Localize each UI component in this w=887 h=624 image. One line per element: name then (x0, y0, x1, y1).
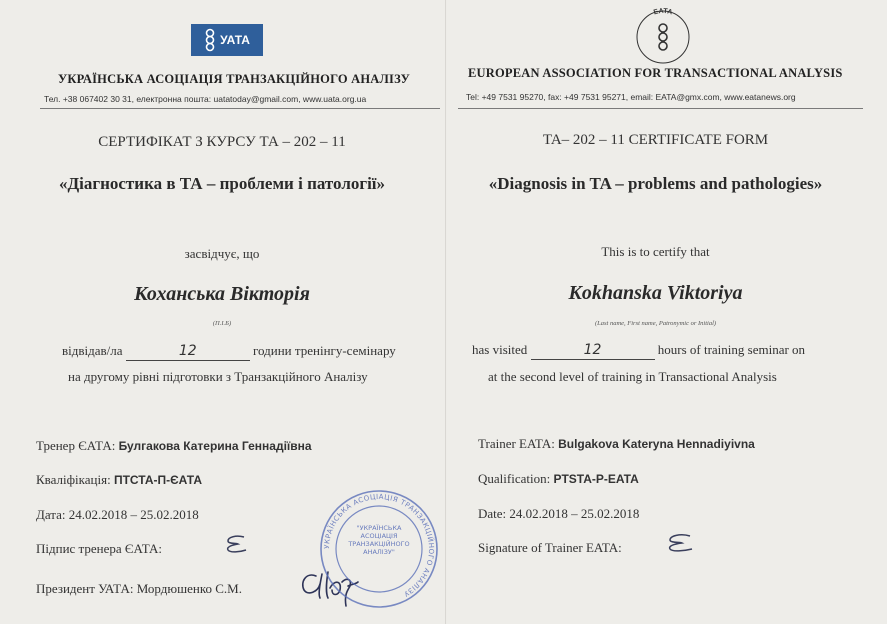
certify-text: засвідчує, що (184, 246, 260, 261)
qualification-value-en: PTSTA-P-EATA (553, 472, 639, 486)
trainer-value: Булгакова Катерина Геннадіївна (118, 439, 312, 453)
certificate-title: СЕРТИФІКАТ З КУРСУ ТА – 202 – 11 (98, 134, 346, 150)
header-rule (40, 108, 440, 109)
trainer-label-en: Trainer EATA: (478, 436, 555, 451)
president-line: Президент УАТА: Мордюшенко С.М. (36, 581, 242, 596)
date-label: Дата: (36, 507, 66, 522)
uata-chain-icon (204, 28, 216, 52)
stamp-inner-text: "УКРАЇНСЬКА АСОЦІАЦІЯ ТРАНЗАКЦІЙНОГО АНАЛІЗУ" (348, 524, 410, 556)
qualification-value: ПТСТА-П-ЄАТА (113, 473, 202, 487)
visited-suffix: години тренінгу-семінару (253, 343, 396, 358)
uata-logo-text: УАТА (220, 33, 250, 47)
date-row-en (478, 506, 639, 522)
name-hint-en: (Last name, First name, Patronymic or Initial) (594, 320, 717, 327)
eata-logo-text: EATA (652, 8, 674, 17)
header-rule-right (458, 108, 863, 109)
date-row (36, 507, 199, 523)
signature-label-en: Signature of Trainer EATA: (478, 540, 622, 555)
svg-text:EATA (653, 8, 673, 16)
visited-line (62, 343, 396, 361)
trainer-row (36, 438, 312, 454)
page-fold (445, 0, 447, 624)
date-label-en: Date: (478, 506, 507, 521)
training-level-en: at the second level of training in Transactional Analysis (488, 369, 777, 384)
qualification-row-en (478, 471, 639, 487)
visited-prefix-en: has visited (472, 342, 528, 357)
trainer-value-en: Bulgakova Kateryna Hennadiyivna (558, 437, 755, 451)
trainer-signature (222, 533, 250, 555)
hours-field: 12 (126, 344, 250, 361)
uata-logo (191, 24, 263, 56)
eata-org-name: EUROPEAN ASSOCIATION FOR TRANSACTIONAL ANALYSIS (468, 66, 843, 80)
visited-suffix-en: hours of training seminar on (657, 342, 806, 357)
visited-line-en (472, 342, 805, 360)
date-value: 24.02.2018 – 25.02.2018 (68, 507, 199, 522)
qualification-label: Кваліфікація: (36, 472, 111, 487)
visited-prefix: відвідав/ла (62, 343, 123, 358)
date-value-en: 24.02.2018 – 25.02.2018 (509, 506, 640, 521)
certificate-title-en: TA– 202 – 11 CERTIFICATE FORM (542, 132, 769, 148)
eata-logo (630, 8, 696, 66)
participant-name: Коханська Вікторія (134, 283, 310, 305)
uata-contact: Тел. +38 067402 30 31, електронна пошта: uatatoday@gmail.com, www.uata.org.ua (44, 94, 367, 104)
qualification-row (36, 472, 202, 488)
association-stamp (318, 488, 440, 610)
certify-text-en: This is to certify that (601, 244, 710, 259)
eata-contact: Tel: +49 7531 95270, fax: +49 7531 95271, email: EATA@gmx.com, www.eatanews.org (466, 92, 796, 102)
trainer-row-en (478, 436, 755, 452)
qualification-label-en: Qualification: (478, 471, 551, 486)
course-title-en: «Diagnosis in TA – problems and pathologies» (488, 174, 823, 193)
uata-org-name: УКРАЇНСЬКА АСОЦІАЦІЯ ТРАНЗАКЦІЙНОГО АНАЛІЗУ (58, 72, 410, 86)
training-level: на другому рівні підготовки з Транзакційного Аналізу (68, 369, 368, 384)
course-title: «Діагностика в ТА – проблеми і патології» (58, 174, 386, 193)
trainer-label: Тренер ЄАТА: (36, 438, 116, 453)
trainer-signature-en (662, 531, 696, 555)
participant-name-en: Kokhanska Viktoriya (568, 282, 743, 304)
stamp-outer-text: УКРАЇНСЬКА АСОЦІАЦІЯ ТРАНЗАКЦІЙНОГО АНАЛІЗУ (322, 492, 436, 599)
hours-field-en: 12 (531, 343, 655, 360)
english-column (448, 0, 887, 624)
signature-label: Підпис тренера ЄАТА: (36, 541, 163, 556)
name-hint: (П.І.Б) (212, 320, 232, 327)
